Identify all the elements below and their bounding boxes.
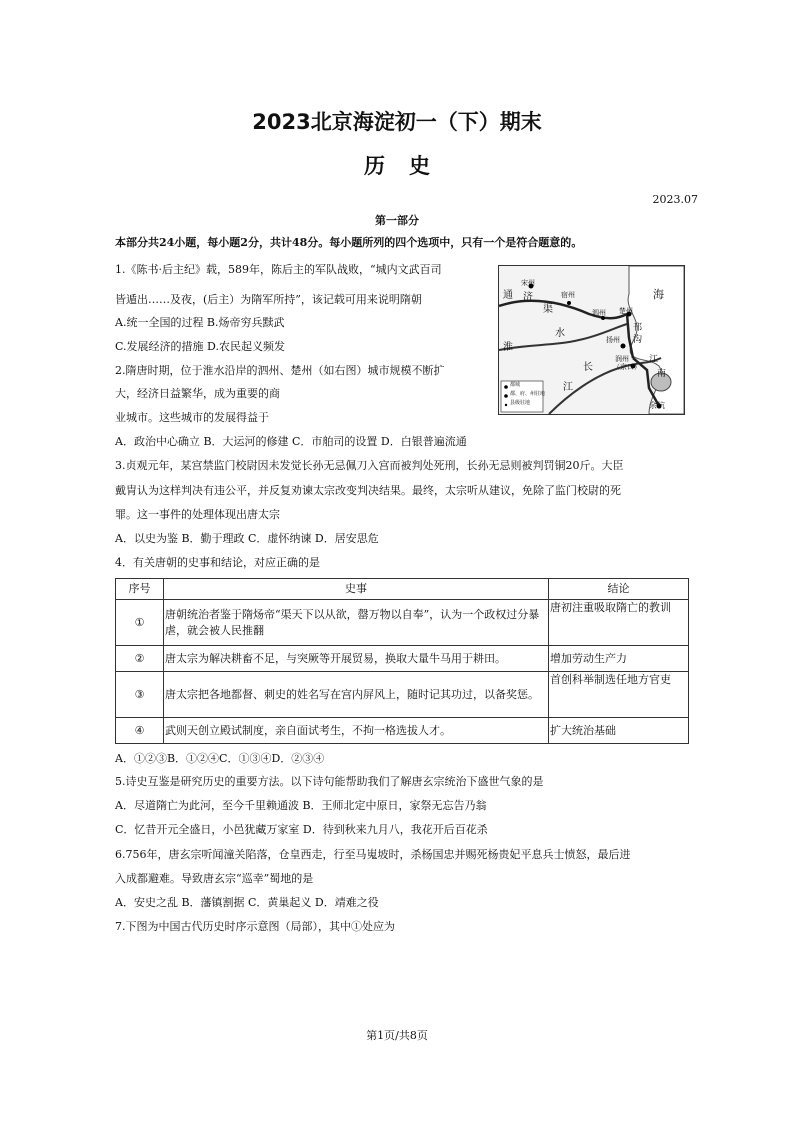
header-number: 序号 bbox=[116, 579, 164, 600]
map-label-yangzhou: 扬州 bbox=[606, 336, 620, 344]
row-conclusion: 唐初注重吸取隋亡的教训 bbox=[549, 600, 689, 646]
legend-county-icon bbox=[505, 404, 507, 406]
row-number: ① bbox=[116, 600, 164, 646]
map-label-huai: 淮 bbox=[503, 342, 513, 353]
map-label-han: 邗 bbox=[633, 323, 643, 333]
q5-option-cd: C．忆昔开元全盛日，小邑犹藏万家室 D．待到秋来九月八，我花开后百花杀 bbox=[115, 823, 488, 836]
legend-county: 县级驻地 bbox=[510, 400, 531, 406]
q1-line2: 皆遁出……及夜，(后主）为隋军所持”，该记载可用来说明隋朝 bbox=[115, 293, 422, 306]
map-label-qu: 渠 bbox=[543, 304, 553, 315]
row-conclusion: 增加劳动生产力 bbox=[549, 646, 689, 672]
q7-stem: 7.下图为中国古代历史时序示意图（局部），其中①处应为 bbox=[115, 920, 395, 933]
history-table bbox=[115, 578, 689, 744]
yangzhou-marker bbox=[621, 344, 626, 349]
q2-line3: 业城市。这些城市的发展得益于 bbox=[115, 411, 269, 424]
q6-line2: 入成都避难。导致唐玄宗“巡幸”蜀地的是 bbox=[115, 872, 314, 885]
map-label-runzhou: 润州 bbox=[615, 355, 629, 363]
row-event: 唐太宗为解决耕畜不足，与突厥等开展贸易，换取大量牛马用于耕田。 bbox=[164, 646, 549, 672]
q5-option-ab: A．尽道隋亡为此河，至今千里赖通波 B．王师北定中原日，家祭无忘告乃翁 bbox=[115, 799, 487, 812]
row-event: 武则天创立殿试制度，亲自面试考生，不拘一格选拔人才。 bbox=[164, 718, 549, 744]
map-label-songzhou: 宋州 bbox=[521, 279, 535, 287]
suzhou-marker bbox=[567, 301, 571, 305]
table-row bbox=[116, 600, 689, 646]
q4-stem: 4．有关唐朝的史事和结论，对应正确的是 bbox=[115, 556, 320, 569]
q2-line2: 大，经济日益繁华，成为重要的商 bbox=[115, 387, 280, 400]
instructions: 本部分共24小题，每小题2分，共计48分。每小题所列的四个选项中，只有一个是符合题意的。 bbox=[115, 236, 583, 249]
subject-title: 历史 bbox=[364, 154, 454, 178]
map-label-sizhou: 泗州 bbox=[592, 309, 606, 317]
grand-canal-map bbox=[498, 265, 685, 415]
legend-prefecture: 都、府、州驻地 bbox=[510, 391, 546, 397]
q3-options: A．以史为鉴 B．勤于理政 C．虚怀纳谏 D．居安思危 bbox=[115, 532, 379, 545]
page-title: 2023北京海淀初一（下）期末 bbox=[252, 110, 542, 134]
row-event: 唐太宗把各地都督、刺史的姓名写在宫内屏风上，随时记其功过，以备奖惩。 bbox=[164, 672, 549, 718]
row-conclusion: 扩大统治基础 bbox=[549, 718, 689, 744]
part-heading: 第一部分 bbox=[375, 214, 419, 227]
map-label-chuzhou: 楚州 bbox=[619, 307, 633, 315]
q5-stem: 5.诗史互鉴是研究历史的重要方法。以下诗句能帮助我们了解唐玄宗统治下盛世气象的是 bbox=[115, 775, 544, 788]
map-label-jingkou: （京口） bbox=[613, 363, 641, 371]
map-label-gou: 沟 bbox=[633, 335, 643, 345]
table-row bbox=[116, 672, 689, 718]
table-row bbox=[116, 646, 689, 672]
row-event: 唐朝统治者鉴于隋炀帝“渠天下以从欲，罄万物以自奉”，认为一个政权过分暴虐，就会被人民推翻 bbox=[164, 600, 549, 646]
q6-line1: 6.756年，唐玄宗听闻潼关陷落，仓皇西走，行至马嵬坡时，杀杨国忠并赐死杨贵妃平息兵士愤怒，最后进 bbox=[115, 848, 631, 861]
q3-line2: 戴胄认为这样判决有违公平，并反复劝谏太宗改变判决结果。最终，太宗听从建议，免除了监门校尉的死 bbox=[115, 484, 621, 497]
map-label-hai: 海 bbox=[653, 288, 664, 301]
q2-line1: 2.隋唐时期，位于淮水沿岸的泗州、楚州（如右图）城市规模不断扩 bbox=[115, 364, 445, 377]
q1-option-ab: A.统一全国的过程 B.炀帝穷兵黩武 bbox=[115, 316, 285, 329]
tongji-canal bbox=[499, 301, 627, 318]
q1-option-cd: C.发展经济的措施 D.农民起义频发 bbox=[115, 340, 285, 353]
q3-line3: 罪。这一事件的处理体现出唐太宗 bbox=[115, 508, 280, 521]
legend-capital: 都城 bbox=[510, 382, 521, 388]
map-label-ji: 济 bbox=[523, 292, 533, 303]
map-label-nan: 南 bbox=[657, 369, 667, 379]
header-conclusion: 结论 bbox=[549, 579, 689, 600]
row-number: ② bbox=[116, 646, 164, 672]
row-conclusion: 首创科举制选任地方官吏 bbox=[549, 672, 689, 718]
q2-options: A．政治中心确立 B．大运河的修建 C．市舶司的设置 D．白银普遍流通 bbox=[115, 435, 467, 448]
row-number: ④ bbox=[116, 718, 164, 744]
exam-date: 2023.07 bbox=[652, 193, 698, 206]
q1-line1: 1.《陈书·后主纪》载，589年，陈后主的军队战败，“城内文武百司 bbox=[115, 263, 442, 276]
table-row bbox=[116, 718, 689, 744]
header-event: 史事 bbox=[164, 579, 549, 600]
page-footer: 第1页/共8页 bbox=[366, 1029, 428, 1042]
row-number: ③ bbox=[116, 672, 164, 718]
q4-options: A．①②③B．①②④C．①③④D．②③④ bbox=[115, 752, 325, 765]
map-label-shui: 水 bbox=[555, 328, 565, 339]
legend-prefecture-icon bbox=[504, 394, 508, 398]
map-label-jiang2: 江 bbox=[649, 355, 659, 365]
map-label-chang: 长 bbox=[583, 362, 593, 373]
map-label-tong: 通 bbox=[503, 290, 513, 301]
map-label-jiang: 江 bbox=[563, 382, 573, 393]
table-header-row bbox=[116, 579, 689, 600]
legend-capital-icon bbox=[504, 385, 508, 389]
q3-line1: 3.贞观元年，某宫禁监门校尉因未发觉长孙无忌佩刀入宫而被判处死刑，长孙无忌则被判罚铜20斤。大臣 bbox=[115, 459, 624, 472]
q6-options: A．安史之乱 B．藩镇割据 C．黄巢起义 D．靖难之役 bbox=[115, 896, 379, 909]
map-label-yuhang: 余杭 bbox=[649, 401, 665, 410]
map-label-suzhou: 宿州 bbox=[561, 291, 575, 299]
